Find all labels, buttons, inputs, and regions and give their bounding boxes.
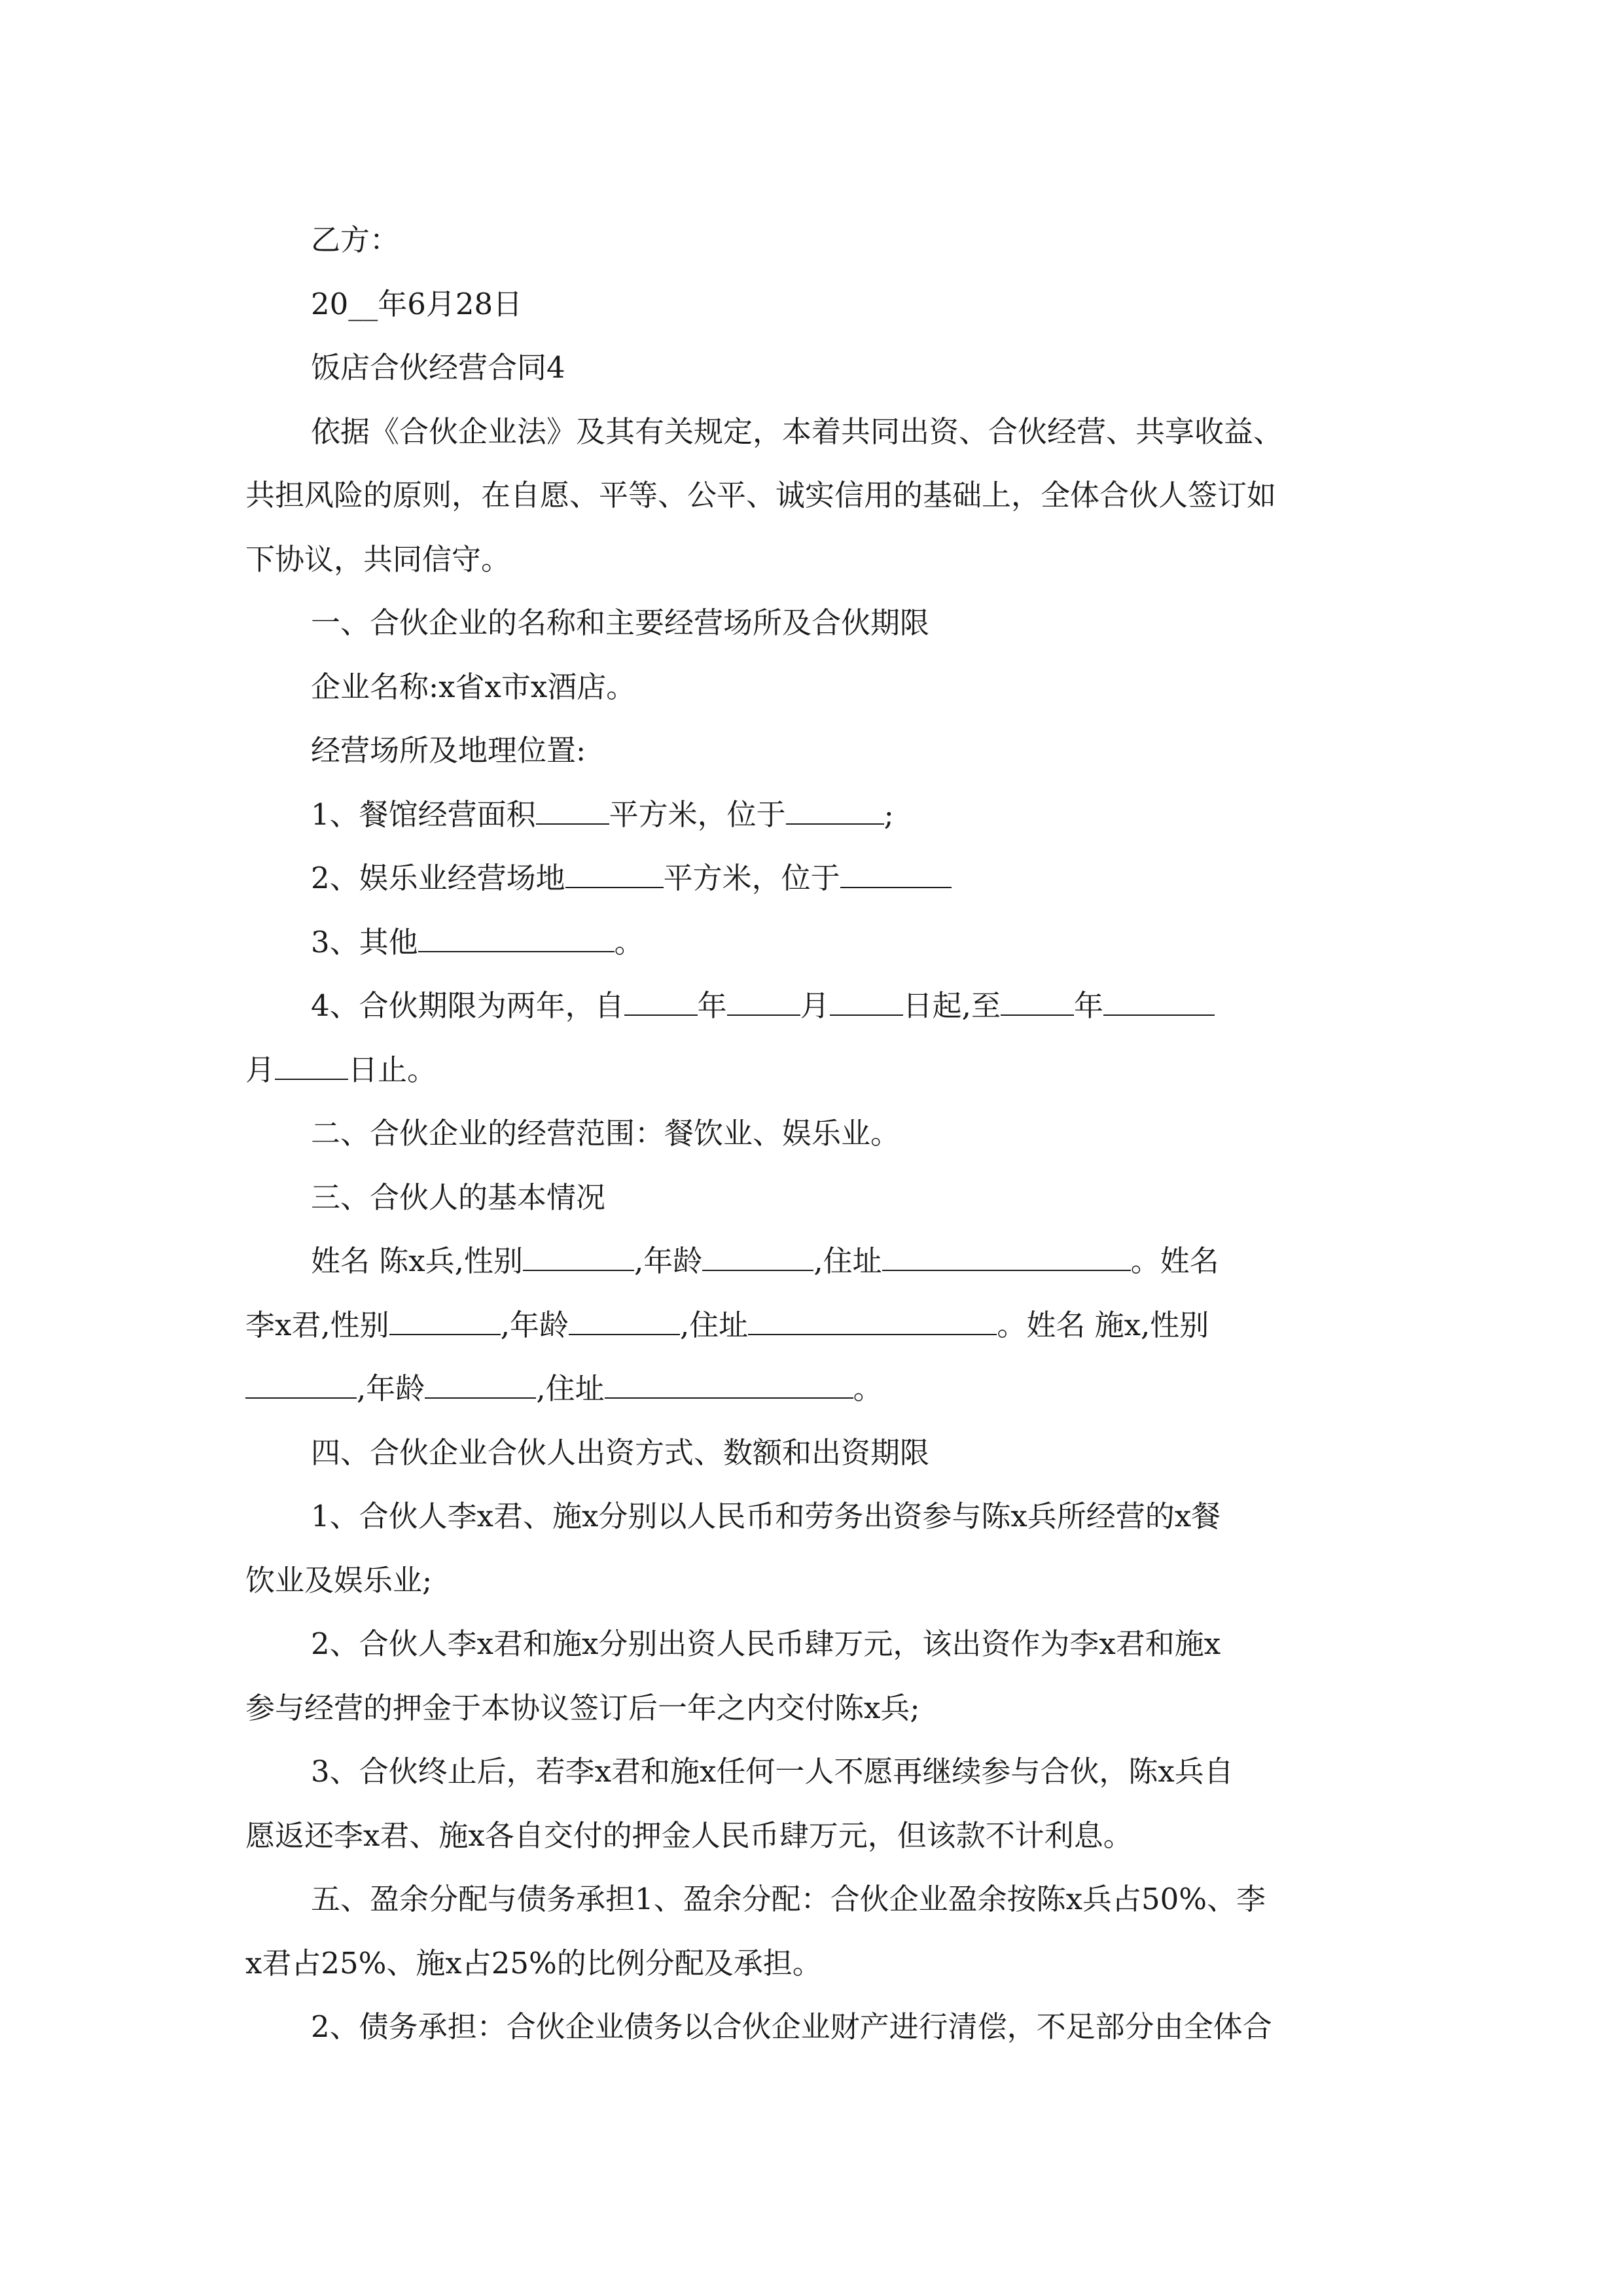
- text-segment: 平方米，位于: [609, 797, 786, 832]
- blank-field: [840, 861, 952, 888]
- blank-field: [536, 797, 609, 825]
- preamble-line-3: 下协议，共同信守。: [245, 541, 511, 577]
- blank-field: [425, 1371, 536, 1399]
- section-5-heading: 五、盈余分配与债务承担1、盈余分配：合伙企业盈余按陈x兵占50%、李: [311, 1882, 1266, 1916]
- text-segment: 日止。: [348, 1052, 437, 1087]
- clause-restaurant-area: [245, 783, 1384, 847]
- text-segment: 3、其他: [311, 924, 418, 960]
- text-segment: ;: [883, 797, 894, 832]
- contribution-clause-3b: 愿返还李x君、施x各自交付的押金人民币肆万元，但该款不计利息。: [245, 1818, 1133, 1853]
- blank-field: [523, 1244, 634, 1271]
- blank-field: [786, 797, 884, 825]
- blank-field: [605, 1371, 853, 1399]
- text-segment: 。姓名: [1130, 1244, 1219, 1278]
- blank-field: [830, 988, 903, 1016]
- blank-field: [882, 1244, 1131, 1271]
- blank-field: [727, 988, 800, 1016]
- blank-field: [624, 988, 698, 1016]
- contribution-clause-1a: 1、合伙人李x君、施x分别以人民币和劳务出资参与陈x兵所经营的x餐: [311, 1499, 1221, 1534]
- text-segment: 4、合伙期限为两年，自: [311, 988, 624, 1023]
- contract-body: [245, 208, 1384, 2059]
- text-segment: 月: [245, 1052, 276, 1087]
- blank-field: [1001, 988, 1074, 1016]
- section-4-heading: 四、合伙企业合伙人出资方式、数额和出资期限: [311, 1435, 930, 1470]
- contribution-clause-3a: 3、合伙终止后，若李x君和施x任何一人不愿再继续参与合伙，陈x兵自: [311, 1754, 1234, 1789]
- clause-term: [245, 974, 1384, 1038]
- date-line: 20__年6月28日: [311, 286, 523, 321]
- contract-title: 饭店合伙经营合同4: [311, 350, 565, 385]
- profit-split-line: x君占25%、施x占25%的比例分配及承担。: [245, 1945, 822, 1981]
- text-segment: 2、娱乐业经营场地: [311, 861, 565, 895]
- text-segment: ,住址: [680, 1307, 749, 1342]
- text-segment: ,住址: [536, 1371, 605, 1406]
- blank-field: [565, 861, 664, 888]
- text-segment: ,年龄: [500, 1307, 569, 1342]
- blank-field: [389, 1308, 501, 1335]
- text-segment: 年: [697, 988, 727, 1023]
- party-b-label: 乙方：: [311, 223, 400, 257]
- contribution-clause-2a: 2、合伙人李x君和施x分别出资人民币肆万元，该出资作为李x君和施x: [311, 1626, 1221, 1661]
- enterprise-name: 企业名称:x省x市x酒店。: [311, 669, 636, 704]
- text-segment: 。: [614, 924, 644, 960]
- blank-field: [418, 925, 615, 952]
- contribution-clause-1b: 饮业及娱乐业;: [245, 1562, 433, 1598]
- text-segment: ,年龄: [357, 1371, 425, 1406]
- preamble-line-2: 共担风险的原则，在自愿、平等、公平、诚实信用的基础上，全体合伙人签订如: [245, 478, 1277, 512]
- debt-clause: 2、债务承担：合伙企业债务以合伙企业财产进行清偿，不足部分由全体合: [311, 2009, 1272, 2044]
- preamble-line-1: 依据《合伙企业法》及其有关规定，本着共同出资、合伙经营、共享收益、: [311, 414, 1283, 449]
- partner-info-line-3: [245, 1357, 1384, 1421]
- text-segment: 。姓名 施x,性别: [997, 1307, 1209, 1342]
- text-segment: ,住址: [813, 1244, 882, 1278]
- text-segment: 。: [853, 1371, 883, 1406]
- blank-field: [1103, 988, 1215, 1016]
- contribution-clause-2b: 参与经营的押金于本协议签订后一年之内交付陈x兵;: [245, 1690, 920, 1725]
- section-2-heading: 二、合伙企业的经营范围：餐饮业、娱乐业。: [311, 1116, 901, 1151]
- blank-field: [245, 1371, 357, 1399]
- clause-entertainment-area: [245, 846, 1384, 910]
- text-segment: 姓名 陈x兵,性别: [311, 1244, 523, 1278]
- section-1-heading: 一、合伙企业的名称和主要经营场所及合伙期限: [311, 605, 930, 640]
- text-segment: 1、餐馆经营面积: [311, 797, 536, 832]
- blank-field: [702, 1244, 813, 1271]
- text-segment: ,年龄: [634, 1244, 703, 1278]
- clause-other: [245, 910, 1384, 975]
- location-heading: 经营场所及地理位置:: [311, 733, 586, 768]
- blank-field: [569, 1308, 680, 1335]
- text-segment: 李x君,性别: [245, 1307, 389, 1342]
- clause-term-end: [245, 1038, 1384, 1102]
- text-segment: 日起,至: [902, 988, 1001, 1023]
- blank-field: [748, 1308, 997, 1335]
- text-segment: 平方米，位于: [663, 861, 840, 895]
- text-segment: 年: [1073, 988, 1103, 1023]
- section-3-heading: 三、合伙人的基本情况: [311, 1179, 606, 1215]
- blank-field: [275, 1052, 348, 1080]
- text-segment: 月: [800, 988, 830, 1023]
- partner-info-line-1: [245, 1229, 1384, 1293]
- partner-info-line-2: [245, 1293, 1384, 1357]
